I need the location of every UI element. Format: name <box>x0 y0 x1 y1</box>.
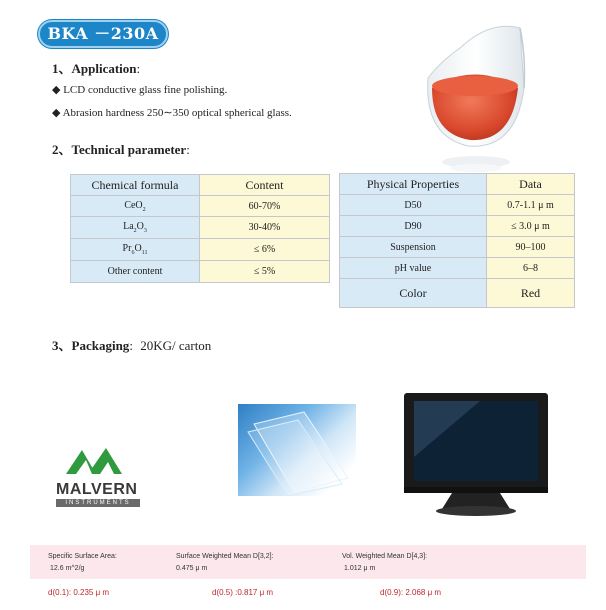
physical-value-cell: 6–8 <box>487 258 575 279</box>
table-row <box>340 237 575 258</box>
physical-property-cell: Suspension <box>340 237 487 258</box>
formula-subscript: 11 <box>141 250 148 256</box>
table-row <box>340 258 575 279</box>
formula-text: CeO <box>124 199 143 211</box>
malvern-mountain-icon <box>56 446 142 476</box>
measurement-strip <box>30 545 586 579</box>
technical-heading-text: Technical parameter <box>71 142 187 157</box>
table-row <box>71 261 330 283</box>
malvern-subtitle: INSTRUMENTS <box>56 499 140 507</box>
physical-property-cell: Color <box>340 279 487 308</box>
ssa-label: Specific Surface Area: <box>48 553 117 560</box>
formula-subscript: 2 <box>142 206 146 213</box>
chemical-formula-cell <box>71 217 200 239</box>
chemical-content-cell: 60-70% <box>200 196 330 217</box>
table-row <box>71 239 330 261</box>
surface-mean-value: 0.475 μ m <box>176 565 208 572</box>
physical-header-property: Physical Properties <box>340 174 487 195</box>
table-row <box>71 196 330 217</box>
physical-table-header-row <box>340 174 575 195</box>
packaging-heading-text: Packaging <box>71 338 130 353</box>
packaging-heading-number: 3、 <box>52 338 72 353</box>
chemical-formula-cell <box>71 196 200 217</box>
application-item-1: ◆ LCD conductive glass fine polishing. <box>52 84 228 96</box>
technical-heading <box>52 139 190 158</box>
formula-text: O <box>134 243 142 254</box>
technical-heading-colon: : <box>186 142 190 157</box>
physical-table <box>339 173 575 308</box>
physical-value-cell: ≤ 3.0 μ m <box>487 216 575 237</box>
chemical-content-cell: ≤ 6% <box>200 239 330 261</box>
ssa-value: 12.6 m^2/g <box>50 565 85 572</box>
table-row <box>340 195 575 216</box>
technical-heading-number: 2、 <box>52 142 72 157</box>
chemical-table-header-row <box>71 175 330 196</box>
application-heading <box>52 58 140 77</box>
product-title-badge: BKA －230A <box>38 20 168 48</box>
packaging-heading <box>52 335 211 354</box>
application-heading-text: Application <box>71 61 137 76</box>
physical-property-cell: D50 <box>340 195 487 216</box>
chemical-header-formula: Chemical formula <box>71 175 200 196</box>
chemical-header-content: Content <box>200 175 330 196</box>
d09-value: d(0.9): 2.068 μ m <box>380 588 442 597</box>
formula-text: Pr <box>122 243 132 254</box>
d01-value: d(0.1): 0.235 μ m <box>48 588 110 597</box>
chemical-formula-cell <box>71 239 200 261</box>
table-row <box>340 279 575 308</box>
surface-mean-label: Surface Weighted Mean D[3,2]: <box>176 553 274 560</box>
formula-subscript: 6 <box>131 250 135 256</box>
chemical-content-cell: 30-40% <box>200 217 330 239</box>
application-item-2: ◆ Abrasion hardness 250∼350 optical spherical glass. <box>52 107 292 119</box>
physical-property-cell: D90 <box>340 216 487 237</box>
vol-mean-value: 1.012 μ m <box>344 565 376 572</box>
application-heading-colon: : <box>136 61 141 76</box>
chemical-formula-cell: Other content <box>71 261 200 283</box>
physical-property-cell: pH value <box>340 258 487 279</box>
physical-value-cell: Red <box>487 279 575 308</box>
glass-plates-image <box>238 404 356 496</box>
chemical-table <box>70 174 330 283</box>
d05-value: d(0.5) :0.817 μ m <box>212 588 274 597</box>
physical-value-cell: 90–100 <box>487 237 575 258</box>
monitor-image <box>400 387 552 517</box>
formula-subscript: 2 <box>133 228 137 234</box>
formula-subscript: 3 <box>143 228 147 234</box>
table-row <box>71 217 330 239</box>
formula-text: La <box>123 221 134 232</box>
chemical-content-cell: ≤ 5% <box>200 261 330 283</box>
table-row <box>340 216 575 237</box>
packaging-heading-colon: : <box>129 338 133 353</box>
malvern-logo <box>56 446 142 508</box>
vol-mean-label: Vol. Weighted Mean D[4,3]: <box>342 553 428 560</box>
formula-text: O <box>136 221 144 232</box>
powder-bowl-image <box>420 18 532 178</box>
physical-header-data: Data <box>487 174 575 195</box>
application-heading-number: 1、 <box>52 61 72 76</box>
malvern-name: MALVERN <box>56 481 138 498</box>
packaging-value: 20KG/ carton <box>140 338 212 353</box>
physical-value-cell: 0.7-1.1 μ m <box>487 195 575 216</box>
